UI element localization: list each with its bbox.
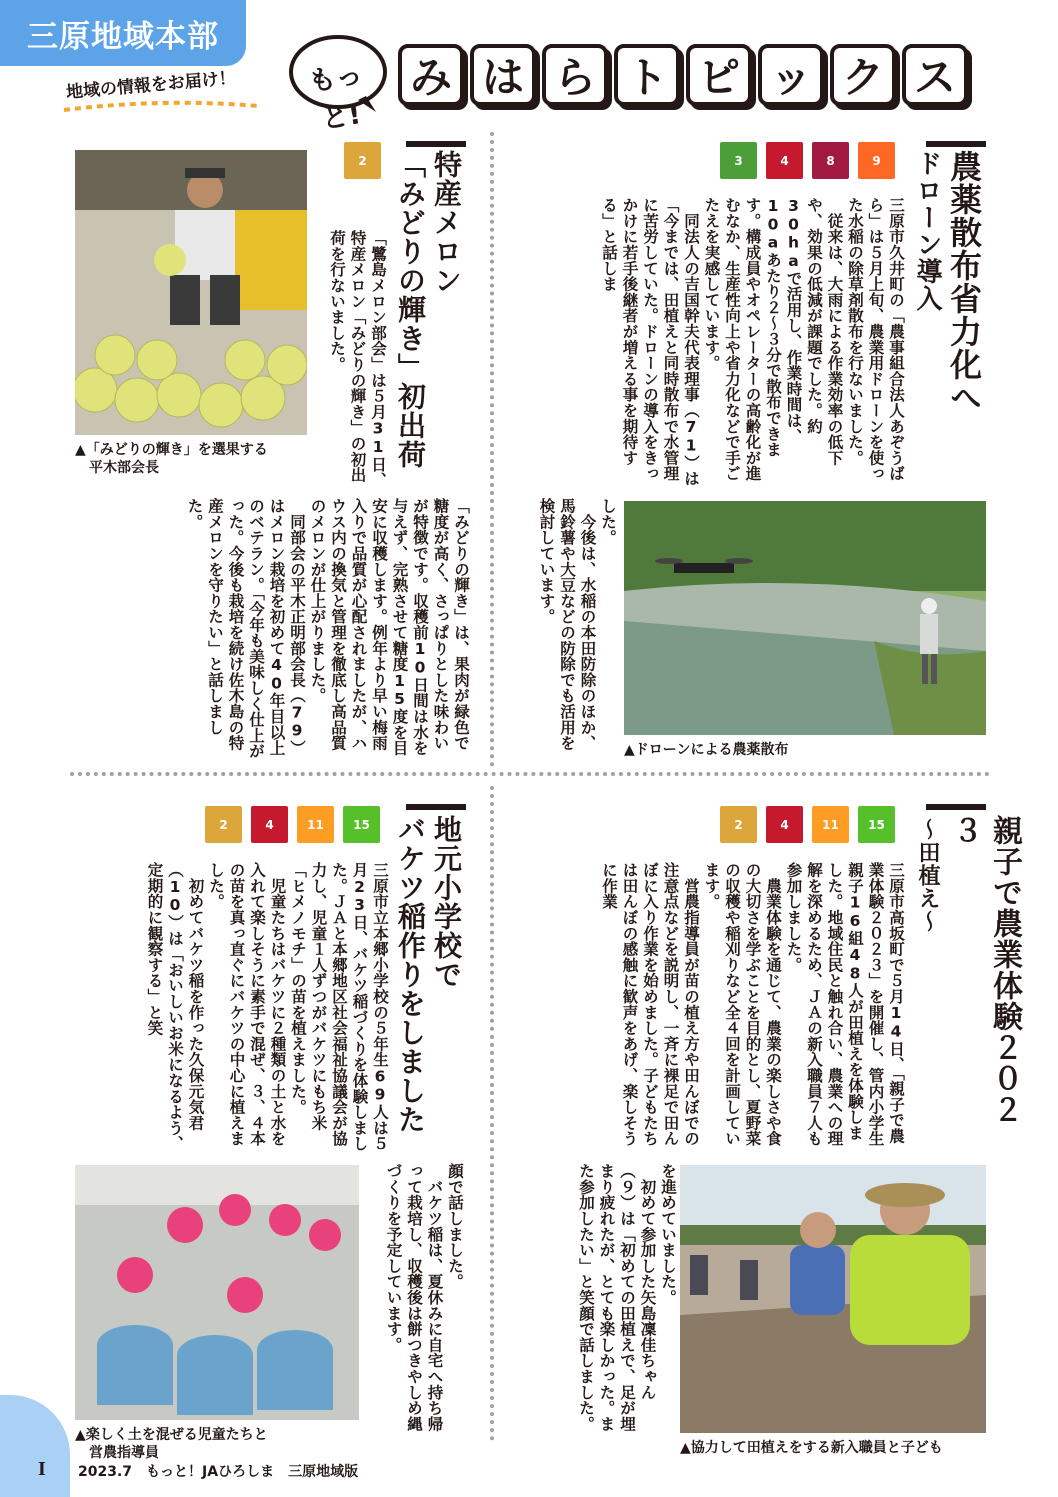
sdg-15-icon: 15 [858, 806, 895, 843]
sdg-2-icon: 2 [720, 806, 757, 843]
sdg-8-icon: 8 [812, 142, 849, 179]
divider-horizontal [70, 772, 990, 776]
sdg-15-icon: 15 [343, 806, 380, 843]
family-body-1: 三原市高坂町で５月14日、「親子で農業体験２０２３」を開催し、管内小学生親子16組48人が田植えを体験しました。地域住民と触れ合い、農業への理解を深めるため、ＪＡの新入職員７人も参加しました。 農業体験を通じて、農業の楽しさや食の大切さを学ぶことを目的とし、夏野菜の収穫や稲刈りなど全４回を計画しています。 営農指導員が苗の植え方や田んぼでの注意点などを説明し、一斉に裸足で田んぼに入り作業を始めました。子どもたちは田んぼの感触に歓声をあげ、楽しそうに作業 [600, 862, 905, 1147]
drone-photo [624, 501, 986, 735]
footer-text: 2023.7 もっと！JAひろしま 三原地域版 [78, 1464, 359, 1480]
drone-body-2: した。 今後は、水稲の本田防除のほか、馬鈴薯や大豆などの防除でも活用を検討しています。 [537, 498, 617, 751]
title-tile: ト [614, 44, 680, 106]
melon-caption: ▲「みどりの輝き」を選果する 平木部会長 [75, 442, 268, 476]
sdg-2-icon: 2 [344, 142, 381, 179]
title-rule [406, 804, 466, 810]
sdg-3-icon: 3 [720, 142, 757, 179]
bucket-caption: ▲楽しく土を混ぜる児童たちと 営農指導員 [75, 1427, 268, 1461]
melon-photo [75, 150, 307, 435]
melon-title-2: 「みどりの輝き」初出荷 [394, 150, 427, 469]
title-tile: ら [542, 44, 608, 106]
drone-body-1: 三原市久井町の「農事組合法人あぞうばら」は５月上旬、農業用ドローンを使った水稲の除草剤散布を行ないました。 従来は、大雨による作業効率の低下や、効果の低減が課題でした。約30haで活用し、作業時間は、10aあたり２〜３分で散布できます。構成員やオペレーターの高齢化が進むなか、生産性向上や省力化などで手ごたえを実感しています。 同法人の吉国幹夫代表理事（71）は「今までは、田植えと同時散布で水管理に苦労していた。ドローンの導入をきっかけに若手後継者が増える事を期待する」と話しま [600, 197, 905, 487]
title-rule [926, 804, 986, 810]
title-tile: ピ [686, 44, 752, 106]
bucket-body-2: 顔で話しました。 バケツ稲は、夏休みに自宅へ持ち帰って栽培し、収穫後は餅つきやしめ縄づくりを予定しています。 [384, 1163, 464, 1432]
sdg-4-icon: 4 [766, 142, 803, 179]
title-tile: ス [902, 44, 968, 106]
family-body-2: を進めていました。 初めて参加した矢島凜佳ちゃん（９）は「初めての田植えで、足が埋まり疲れたが、とても楽しかった。また参加したい」と笑顔で話しました。 [577, 1163, 677, 1432]
bucket-title-2: バケツ稲作りをしました [394, 815, 427, 1134]
title-tile: ッ [758, 44, 824, 106]
page-number-tab [0, 1395, 70, 1497]
title-tile: み [398, 44, 464, 106]
title-tile: は [470, 44, 536, 106]
sdg-4-icon: 4 [251, 806, 288, 843]
region-badge: 三原地域本部 [0, 0, 246, 66]
page-number: I [38, 1458, 46, 1480]
family-sdgs [720, 806, 920, 846]
melon-body-2: 「みどりの輝き」は、果肉が緑色で糖度が高く、さっぱりとした味わいが特徴です。収穫前10日間は水を与えず、完熟させて糖度15度を目安に収穫します。例年より早い梅雨入りで品質が心配されましたが、ハウス内の換気と管理を徹底し高品質のメロンが仕上がりました。 同部会の平木正明部会長（79）はメロン栽培を初めて40年目以上のベテラン。「今年も美味しく仕上がった。今後も栽培を続け佐木島の特産メロンを守りたい」と話しました。 [185, 498, 470, 759]
sdg-11-icon: 11 [297, 806, 334, 843]
motto-text: もっと! [306, 59, 365, 136]
bucket-photo [75, 1165, 359, 1420]
motto-badge [288, 34, 388, 136]
divider-vertical-bottom [490, 786, 494, 1441]
sdg-11-icon: 11 [812, 806, 849, 843]
sdg-9-icon: 9 [858, 142, 895, 179]
melon-body-1: 「鷺島メロン部会」は５月31日、特産メロン「みどりの輝き」の初出荷を行ないました。 [328, 230, 387, 488]
sdg-2-icon: 2 [205, 806, 242, 843]
sdg-4-icon: 4 [766, 806, 803, 843]
bucket-sdgs [205, 806, 385, 846]
drone-title-1: 農薬散布省力化へ [945, 150, 983, 414]
drone-sdgs [720, 142, 920, 182]
bucket-body-1: 三原市立本郷小学校の５年生69人は５月23日、バケツ稲づくりを体験しました。ＪＡと本郷地区社会福祉協議会が協力し、児童１人ずつがバケツにもち米「ヒメノモチ」の苗を植えました。 児童たちはバケツに２種類の土と水を入れて楽しそうに素手で混ぜ、３、４本の苗を真っ直ぐにバケツの中心に植えました。 初めてバケツ稲を作った久保元気君（10）は「おいしいお米になるよう、定期的に観察する」と笑 [145, 862, 389, 1152]
tagline: 地域の情報をお届け！ [65, 68, 237, 103]
drone-caption: ▲ドローンによる農薬散布 [624, 742, 789, 758]
family-title-2: 〜田植え〜 [915, 818, 940, 933]
divider-vertical-top [490, 132, 494, 767]
family-caption: ▲協力して田植えをする新入職員と子ども [680, 1440, 943, 1456]
title-tile: ク [830, 44, 896, 106]
melon-title-1: 特産メロン [430, 150, 463, 295]
drone-title-2: ドローン導入 [912, 150, 942, 312]
title-rule [926, 141, 986, 147]
family-photo [680, 1165, 986, 1433]
tagline-underline [62, 100, 260, 114]
title-rule [406, 141, 466, 147]
family-title-1: 親子で農業体験２０２３ [947, 815, 1022, 1125]
bucket-title-1: 地元小学校で [430, 815, 463, 989]
